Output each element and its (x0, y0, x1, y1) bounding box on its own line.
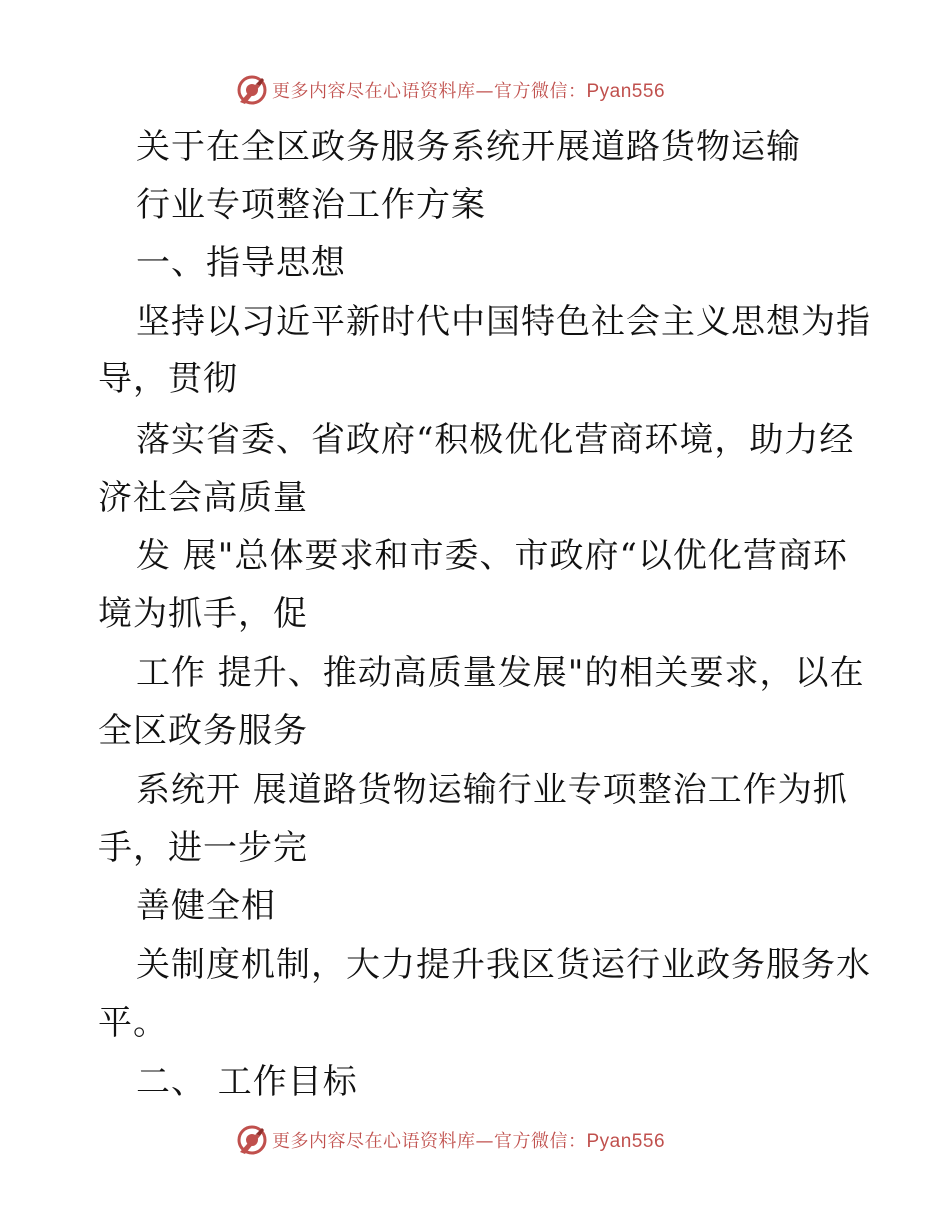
paragraph-line: 发 展"总体要求和市委、市政府“以优化营商环 (136, 536, 848, 576)
watermark-header (236, 73, 665, 107)
paragraph-line: 关制度机制，大力提升我区货运行业政务服务水 (136, 945, 871, 985)
watermark-text: 更多内容尽在心语资料库—官方微信：Pyan556 (272, 1131, 666, 1152)
paragraph-line: 全区政务服务 (98, 711, 308, 751)
paragraph-line: 手，进一步完 (98, 828, 308, 868)
paragraph-line: 平。 (98, 1003, 168, 1043)
pen-circle-logo-icon (236, 1124, 268, 1156)
section-heading-2: 二、 工作目标 (136, 1062, 358, 1102)
watermark-text: 更多内容尽在心语资料库—官方微信：Pyan556 (272, 81, 666, 102)
watermark-footer (236, 1123, 665, 1157)
paragraph-line: 系统开 展道路货物运输行业专项整治工作为抓 (136, 770, 848, 810)
paragraph-line: 善健全相 (136, 886, 276, 926)
doc-title-line-1: 关于在全区政务服务系统开展道路货物运输 (136, 127, 801, 167)
paragraph-line: 工作 提升、推动高质量发展"的相关要求，以在 (136, 653, 865, 693)
paragraph-line: 落实省委、省政府“积极优化营商环境，助力经 (136, 420, 855, 460)
pen-circle-logo-icon (236, 74, 268, 106)
doc-title-line-2: 行业专项整治工作方案 (136, 185, 486, 225)
paragraph-line: 济社会高质量 (98, 478, 308, 518)
paragraph-line: 坚持以习近平新时代中国特色社会主义思想为指 (136, 302, 871, 342)
paragraph-line: 境为抓手，促 (98, 594, 308, 634)
section-heading-1: 一、指导思想 (136, 243, 346, 283)
paragraph-line: 导，贯彻 (98, 359, 238, 399)
